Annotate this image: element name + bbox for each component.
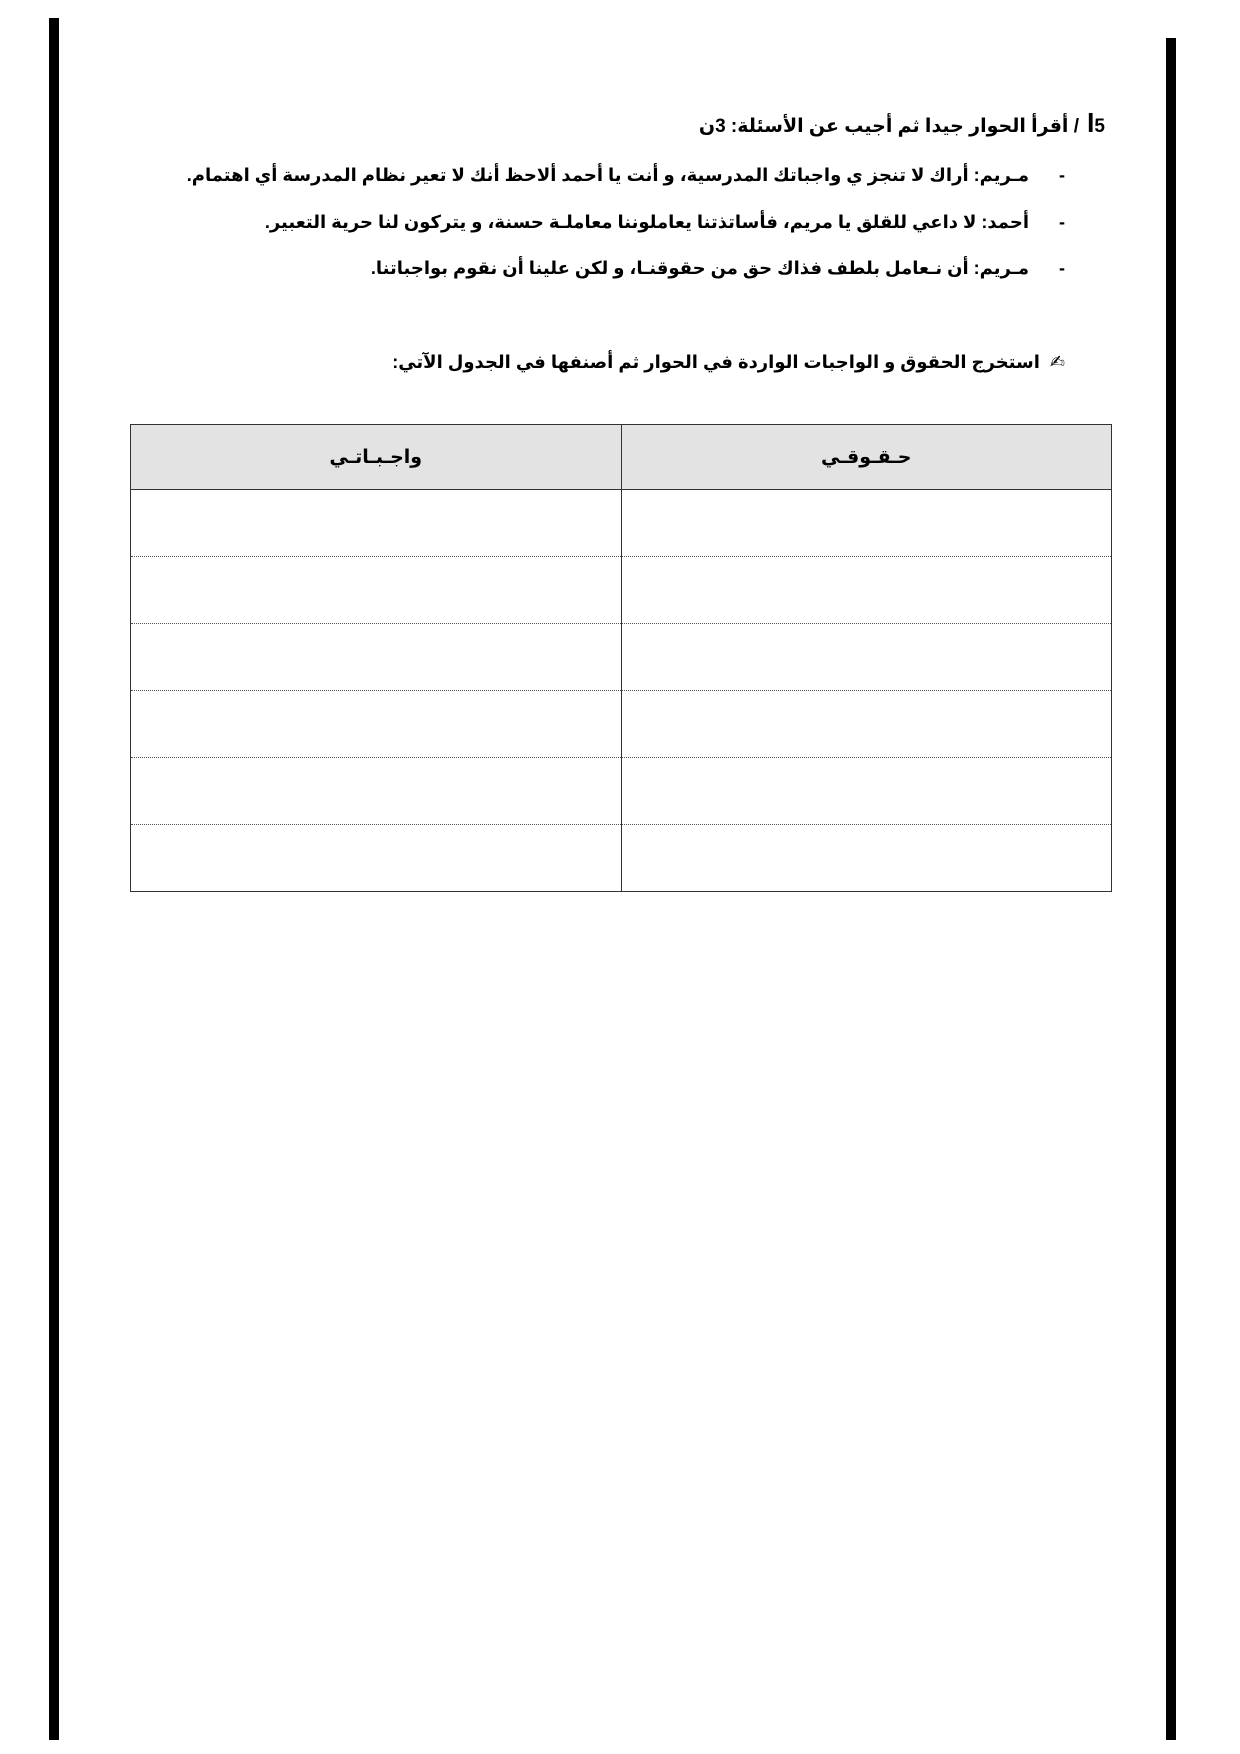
table-row xyxy=(131,490,1112,557)
dialogue-dash: - xyxy=(1059,165,1065,185)
instruction-text: استخرج الحقوق و الواجبات الواردة في الحوار ثم أصنفها في الجدول الآتي: xyxy=(392,352,1040,372)
dialogue-text: مـريم: أراك لا تنجز ي واجباتك المدرسية، و أنت يا أحمد ألاحظ أنك لا تعير نظام المدرسة أي اهتمام. xyxy=(186,165,1029,185)
duties-cell[interactable] xyxy=(131,624,622,691)
question-text: 5/ أقرأ الحوار جيدا ثم أجيب عن الأسئلة: 3ن xyxy=(698,116,1105,137)
dialogue-dash: - xyxy=(1059,212,1065,232)
dialogue-line xyxy=(371,258,1065,279)
table-row xyxy=(131,557,1112,624)
instruction xyxy=(392,352,1065,373)
table-row xyxy=(131,758,1112,825)
table-row xyxy=(131,825,1112,892)
rights-cell[interactable] xyxy=(621,557,1112,624)
rights-cell[interactable] xyxy=(621,825,1112,892)
rights-cell[interactable] xyxy=(621,691,1112,758)
duties-cell[interactable] xyxy=(131,691,622,758)
dialogue-text: أحمد: لا داعي للقلق يا مريم، فأساتذتنا يعاملوننا معاملـة حسنة، و يتركون لنا حرية التعبير. xyxy=(264,212,1029,232)
question-heading xyxy=(699,113,1105,138)
question-marker-icon: ꟾ xyxy=(1086,115,1095,137)
duties-cell[interactable] xyxy=(131,557,622,624)
dialogue-line xyxy=(187,165,1065,186)
header-rights: حـقـوقـي xyxy=(621,425,1112,490)
rights-cell[interactable] xyxy=(621,490,1112,557)
right-margin-bar xyxy=(1166,38,1176,1740)
dialogue-line xyxy=(265,212,1065,233)
duties-cell[interactable] xyxy=(131,490,622,557)
duties-cell[interactable] xyxy=(131,758,622,825)
left-margin-bar xyxy=(49,18,59,1740)
table-row xyxy=(131,624,1112,691)
header-duties: واجـبـاتـي xyxy=(131,425,622,490)
rights-cell[interactable] xyxy=(621,758,1112,825)
table-header-row xyxy=(131,425,1112,490)
pencil-hand-icon: ✍ xyxy=(1049,352,1065,372)
duties-cell[interactable] xyxy=(131,825,622,892)
rights-duties-table xyxy=(130,424,1112,892)
rights-cell[interactable] xyxy=(621,624,1112,691)
dialogue-dash: - xyxy=(1059,258,1065,278)
dialogue-text: مـريم: أن نـعامل بلطف فذاك حق من حقوقنـا، و لكن علينا أن نقوم بواجباتنا. xyxy=(370,258,1029,278)
table-row xyxy=(131,691,1112,758)
